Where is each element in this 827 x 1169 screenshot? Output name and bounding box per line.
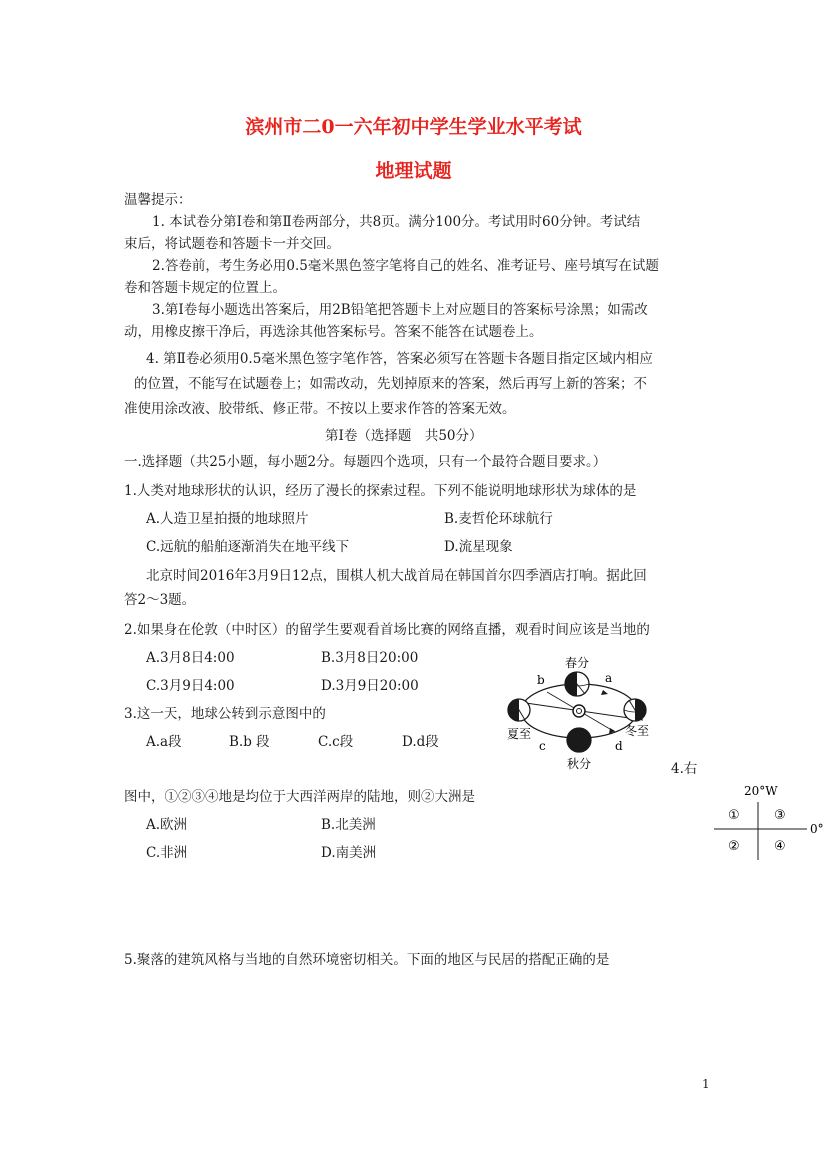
question-4-stem: 图中，①②③④地是均位于大西洋两岸的陆地，则②大洲是	[124, 789, 475, 805]
q4-option-b: B.北美洲	[321, 817, 376, 833]
q4-option-d: D.南美洲	[321, 845, 377, 861]
q4-option-c: C.非洲	[146, 845, 188, 861]
notice-line: 准使用涂改液、胶带纸、修正带。不按以上要求作答的答案无效。	[124, 401, 516, 417]
q2-option-c: C.3月9日4:00	[146, 678, 235, 694]
q1-option-a: A.人造卫星拍摄的地球照片	[146, 511, 309, 527]
lat-lon-grid-diagram	[706, 780, 827, 864]
label-summer-solstice: 夏至	[507, 727, 532, 741]
exam-subtitle: 地理试题	[375, 160, 452, 182]
q2-option-d: D.3月9日20:00	[321, 678, 419, 694]
region-marker: ③	[774, 808, 786, 823]
latitude-label: 0°	[810, 822, 824, 836]
earth-spring-equinox-icon	[565, 672, 589, 696]
notice-line: 卷和答题卡规定的位置上。	[124, 280, 286, 296]
q2-option-b: B.3月8日20:00	[321, 650, 419, 666]
earth-autumn-equinox-icon	[567, 728, 591, 752]
q1-option-d: D.流星现象	[444, 539, 513, 555]
q3-option-c: C.c段	[318, 734, 354, 750]
exam-title: 滨州市二0一六年初中学生学业水平考试	[245, 116, 582, 138]
q3-option-d: D.d段	[402, 734, 439, 750]
region-marker: ④	[774, 839, 786, 854]
context-line: 答2～3题。	[124, 592, 196, 608]
question-4-prefix: 4.右	[671, 761, 698, 777]
longitude-label: 20°W	[744, 784, 778, 798]
label-segment-a: a	[605, 671, 613, 685]
label-segment-b: b	[537, 673, 545, 687]
q1-option-c: C.远航的船舶逐渐消失在地平线下	[146, 539, 350, 555]
notice-line: 1. 本试卷分第Ⅰ卷和第Ⅱ卷两部分，共8页。满分100分。考试用时60分钟。考试结	[152, 214, 641, 230]
question-2-stem: 2.如果身在伦敦（中时区）的留学生要观看首场比赛的网络直播，观看时间应该是当地的	[124, 622, 650, 638]
context-line: 北京时间2016年3月9日12点，围棋人机大战首局在韩国首尔四季酒店打响。据此回	[146, 568, 647, 584]
section-instruction: 一.选择题（共25小题，每小题2分。每题四个选项，只有一个最符合题目要求。）	[124, 454, 607, 470]
orbit-arrow-icon	[601, 690, 608, 695]
notice-line: 束后，将试题卷和答题卡一并交回。	[124, 236, 340, 252]
notice-line: 的位置，不能写在试题卷上；如需改动，先划掉原来的答案，然后再写上新的答案；不	[134, 376, 647, 392]
notice-heading: 温馨提示：	[124, 192, 192, 208]
q2-option-a: A.3月8日4:00	[146, 650, 235, 666]
notice-line: 4. 第Ⅱ卷必须用0.5毫米黑色签字笔作答，答案必须写在答题卡各题目指定区域内相应	[146, 351, 653, 367]
earth-orbit-diagram	[497, 652, 667, 774]
section-title: 第Ⅰ卷（选择题 共50分）	[325, 428, 483, 444]
label-spring-equinox: 春分	[565, 656, 590, 670]
q4-option-a: A.欧洲	[146, 817, 188, 833]
earth-summer-solstice-icon	[508, 699, 530, 721]
question-1-stem: 1.人类对地球形状的认识，经历了漫长的探索过程。下列不能说明地球形状为球体的是	[124, 483, 637, 499]
question-5-stem: 5.聚落的建筑风格与当地的自然环境密切相关。下面的地区与民居的搭配正确的是	[124, 952, 610, 968]
question-3-stem: 3.这一天，地球公转到示意图中的	[124, 706, 326, 722]
q3-option-a: A.a段	[146, 734, 182, 750]
region-marker: ①	[728, 808, 740, 823]
q3-option-b: B.b 段	[229, 734, 270, 750]
q1-option-b: B.麦哲伦环球航行	[444, 511, 553, 527]
page-number: 1	[702, 1077, 710, 1091]
label-autumn-equinox: 秋分	[567, 757, 592, 771]
notice-line: 动，用橡皮擦干净后，再选涂其他答案标号。答案不能答在试题卷上。	[124, 324, 543, 340]
notice-line: 3.第Ⅰ卷每小题选出答案后，用2B铅笔把答题卡上对应题目的答案标号涂黑；如需改	[152, 302, 648, 318]
label-segment-c: c	[539, 739, 546, 753]
earth-winter-solstice-icon	[624, 699, 646, 721]
notice-line: 2.答卷前，考生务必用0.5毫米黑色签字笔将自己的姓名、准考证号、座号填写在试题	[152, 258, 659, 274]
label-segment-d: d	[615, 739, 623, 753]
label-winter-solstice: 冬至	[625, 724, 650, 738]
region-marker: ②	[728, 839, 740, 854]
